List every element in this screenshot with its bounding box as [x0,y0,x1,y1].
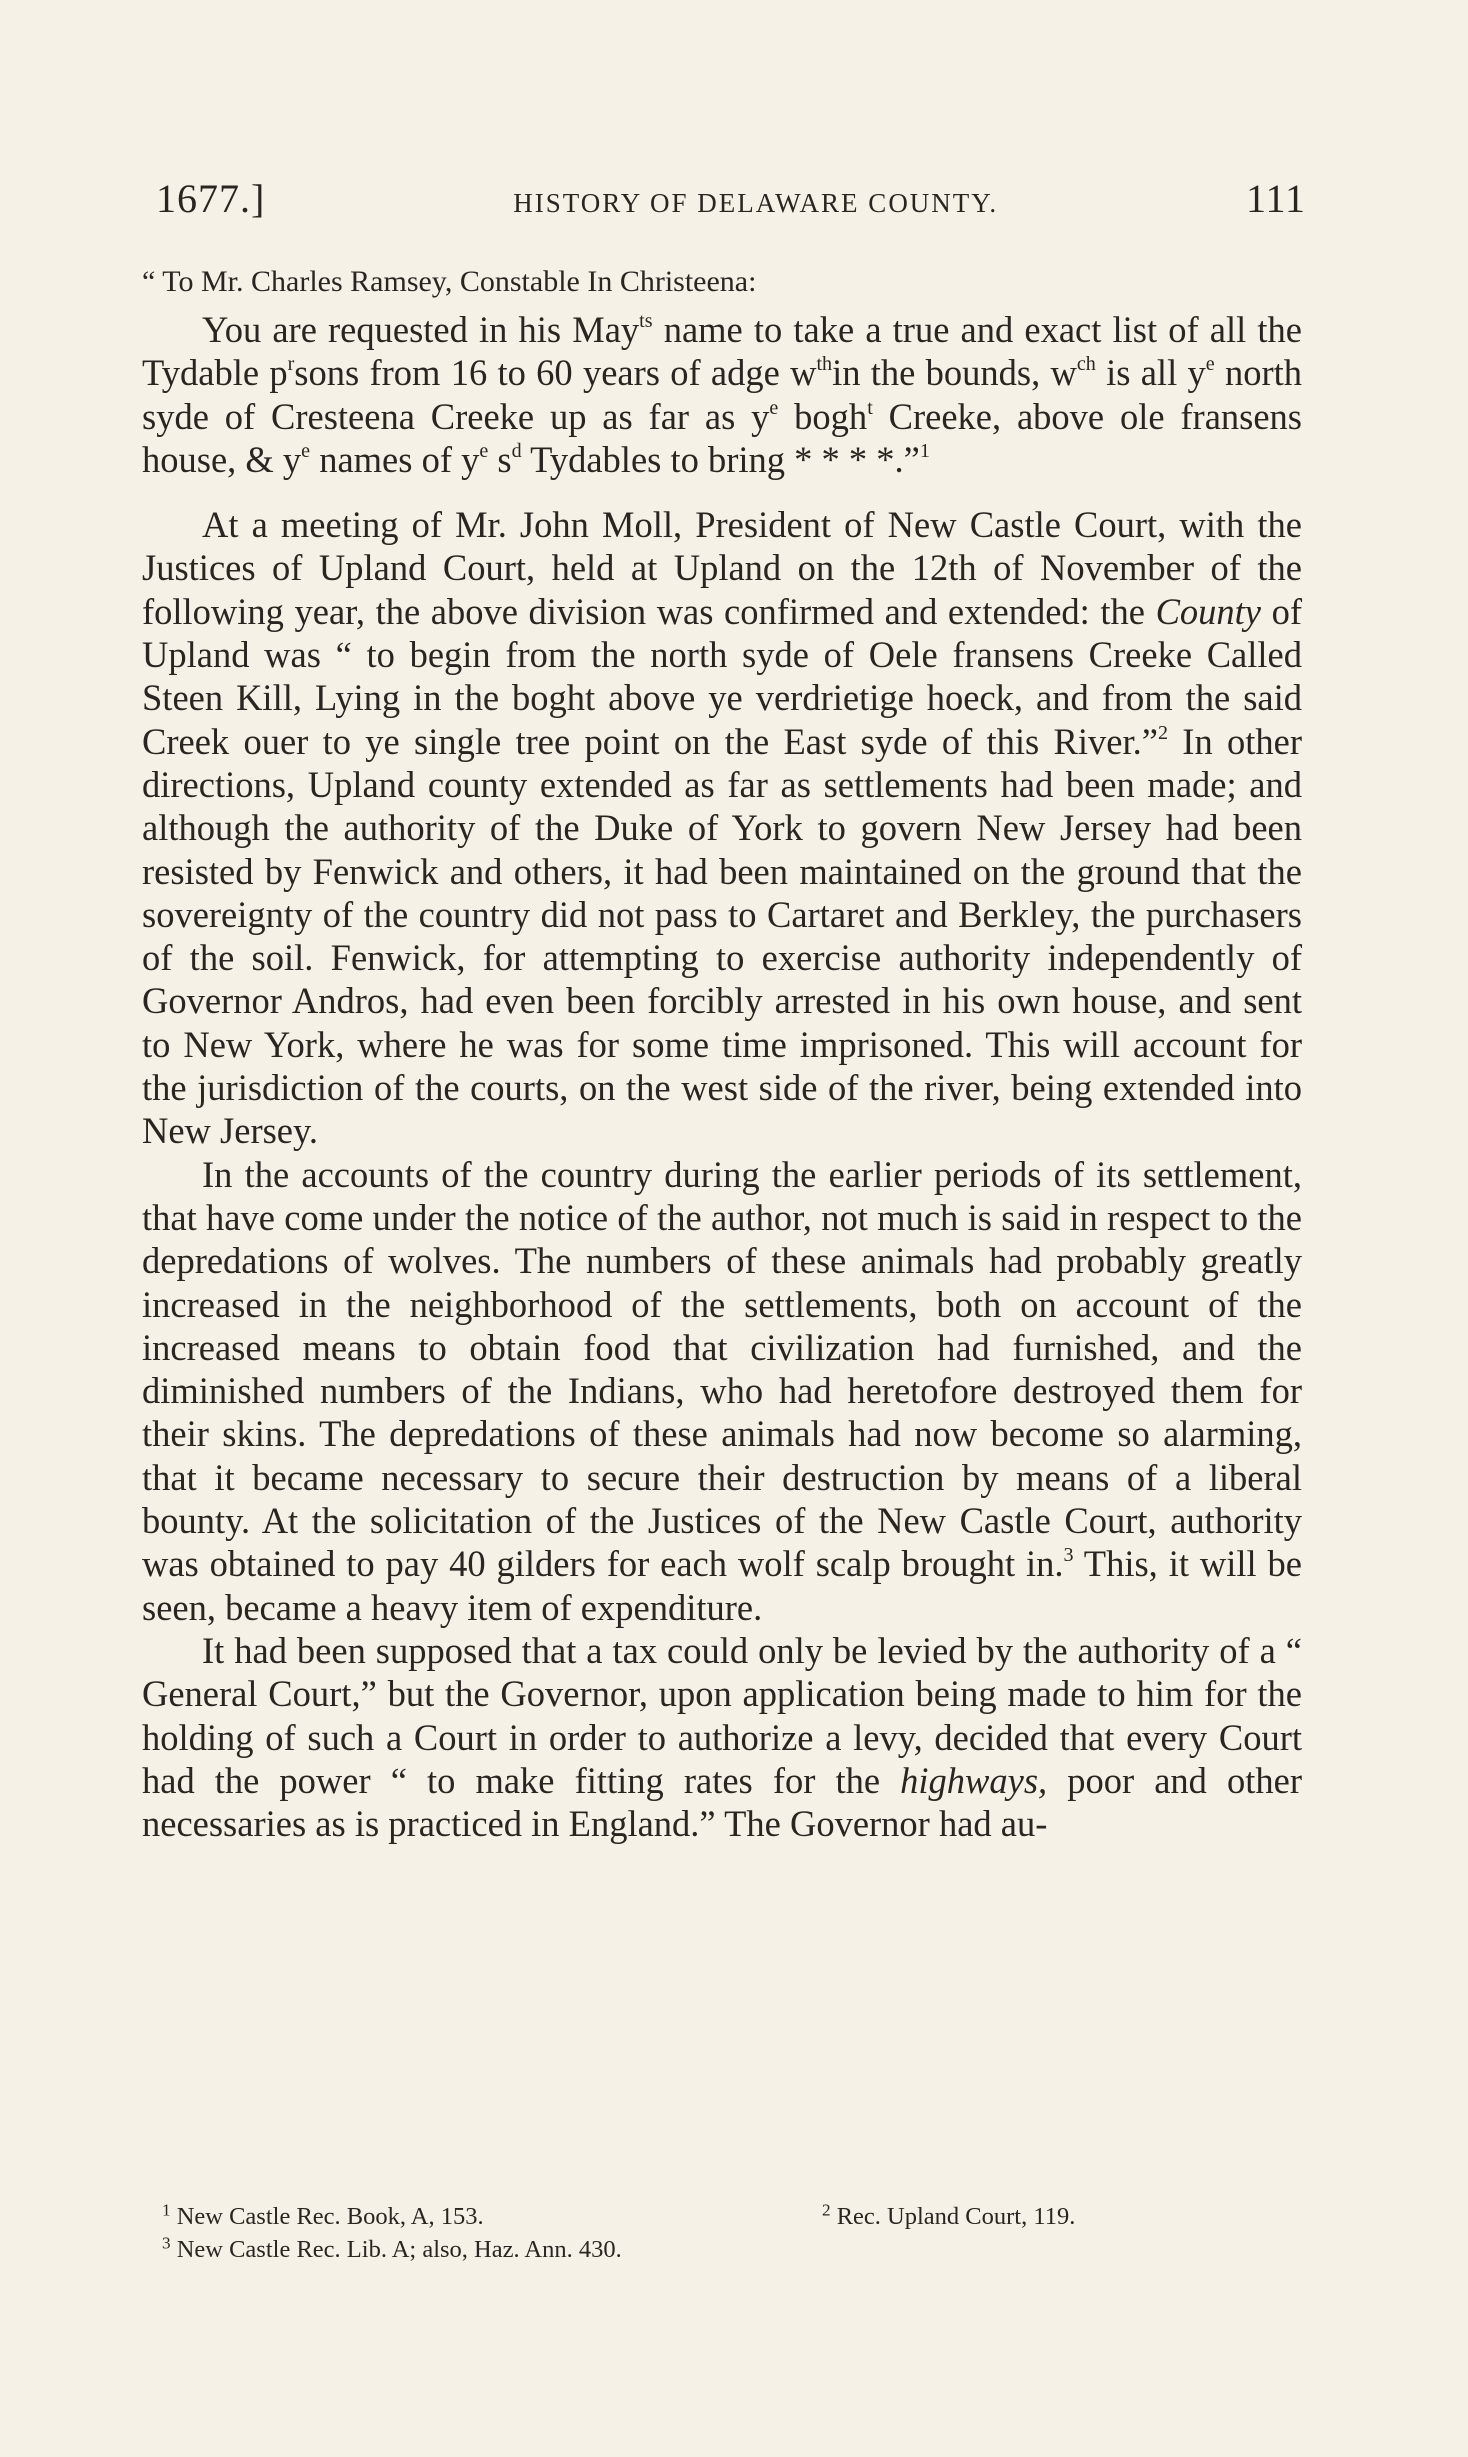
running-title: HISTORY OF DELAWARE COUNTY. [513,188,999,218]
body-text [142,262,1302,1845]
footnotes [162,2200,1202,2266]
letter-address: “ To Mr. Charles Ramsey, Constable In Christeena: [142,265,757,298]
running-header [156,175,1306,222]
footnote-ref-3: 3 [1063,1544,1074,1567]
footnote-ref-1: 1 [919,439,930,462]
page-number: 111 [1245,176,1306,221]
paragraph-tax: It had been supposed that a tax could only be levied by the authority of a “ General Court,” but the Governor, upon application being made to him for the holding of such a Court in order to authorize a levy, decided that every Court had the power “ to make fitting rates for the highways, poor and other necessaries as is practiced in England.” The Governor had au- [142,1629,1302,1845]
paragraph-letter: You are requested in his May$^{ts}$ name to take a true and exact list of all the Tydable $p^rsons$ from 16 to 60 years of adge $w^{th}in$ the bounds, $w^{ch}$ is all $y^e$ north syde of Cresteena Creeke up as far as $y^e$ bogh$^t$ Creeke, above ole fransens house, & $y^e$ names of $y^e$ $s^d$ Tydables to bring * * * *.”$^1$ [142,309,1302,480]
paragraph-wolves: In the accounts of the country during the earlier periods of its settlement, that have come under the notice of the author, not much is said in respect to the depredations of wolves. The numbers of these animals had probably greatly increased in the neighborhood of the settlements, both on account of the increased means to obtain food that civilization had furnished, and the diminished numbers of the Indians, who had heretofore destroyed them for their skins. The depredations of these animals had now become so alarming, that it became necessary to secure their destruction by means of a liberal bounty. At the solicitation of the Justices of the New Castle Court, authority was obtained to pay 40 gilders for each wolf scalp brought in.$^3$ This, it will be seen, became a heavy item of expenditure. [142,1153,1302,1628]
footnote-2: $^2$ Rec. Upland Court, 119. [822,2200,1076,2230]
footnote-3: $^3$ New Castle Rec. Lib. A; also, Haz. Ann. 430. [162,2233,622,2263]
header-year: 1677.] [156,176,266,221]
footnote-1: $^1$ New Castle Rec. Book, A, 153. [162,2200,484,2230]
paragraph-meeting: At a meeting of Mr. John Moll, President of New Castle Court, with the Justices of Upland Court, held at Upland on the 12th of November of the following year, the above division was confirmed and extended: the County of Upland was “ to begin from the north syde of Oele fransens Creeke Called Steen Kill, Lying in the boght above ye verdrietige hoeck, and from the said Creek ouer to ye single tree point on the East syde of this River.”$^2$ In other directions, Upland county extended as far as settlements had been made; and although the authority of the Duke of York to govern New Jersey had been resisted by Fenwick and others, it had been maintained on the ground that the sovereignty of the country did not pass to Cartaret and Berkley, the purchasers of the soil. Fenwick, for attempting to exercise authority independently of Governor Andros, had even been forcibly arrested in his own house, and sent to New York, where he was for some time imprisoned. This will account for the jurisdiction of the courts, on the west side of the river, being extended into New Jersey. [142,504,1302,1152]
footnote-ref-2: 2 [1157,721,1168,744]
